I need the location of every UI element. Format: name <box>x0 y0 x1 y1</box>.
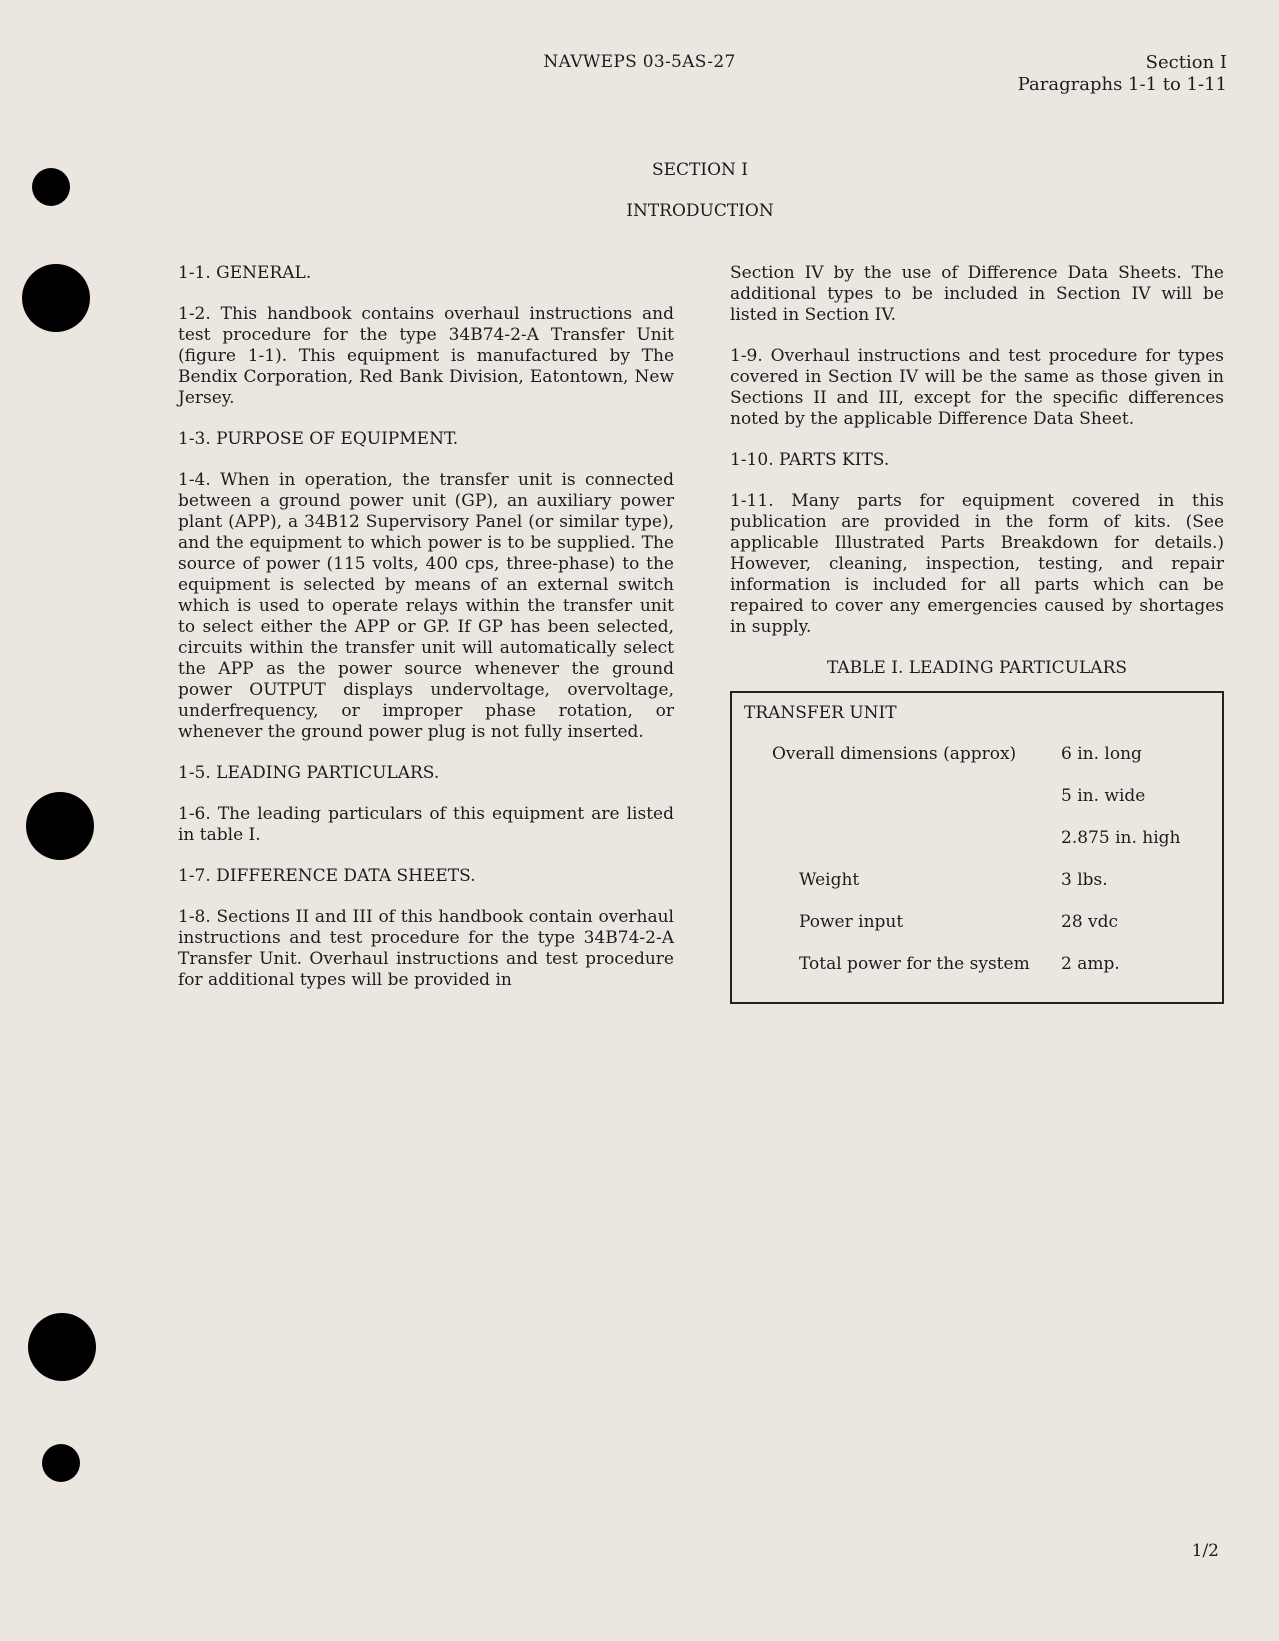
paragraph: 1-4. When in operation, the transfer unit is connected between a ground power unit (GP), an auxiliary power plant (APP), a 34B12 Supervisory Panel (or similar type), and the equipment to which power is to be supplied. The source of power (115 volts, 400 cps, three-phase) to the equipment is selected by means of an external switch which is used to operate relays within the transfer unit to select either the APP or GP. If GP has been selected, circuits within the transfer unit will automatically select the APP as the power source whenever the ground power OUTPUT displays undervoltage, overvoltage, underfrequency, or improper phase rotation, or whenever the ground power plug is not fully inserted. <box>178 470 674 742</box>
para-heading: 1-1. GENERAL. <box>178 263 312 283</box>
table-row <box>744 954 1210 996</box>
row-value: 5 in. wide <box>1061 786 1146 806</box>
table-row <box>744 744 1210 786</box>
row-label: Overall dimensions (approx) <box>772 744 1017 764</box>
paragraph: 1-9. Overhaul instructions and test procedure for types covered in Section IV will be the same as those given in Sections II and III, except for the specific differences noted by the applicable Difference Data Sheet. <box>730 346 1224 429</box>
binder-hole <box>22 264 90 332</box>
table-row <box>744 912 1210 954</box>
left-column <box>178 263 674 1011</box>
para-heading: 1-5. LEADING PARTICULARS. <box>178 763 440 783</box>
paragraph: 1-8. Sections II and III of this handbook contain overhaul instructions and test procedure for the type 34B74-2-A Transfer Unit. Overhaul instructions and test procedure for additional types will be provided in <box>178 907 674 990</box>
header-paragraphs: Paragraphs 1-1 to 1-11 <box>1017 74 1227 95</box>
table-row <box>744 870 1210 912</box>
table-row <box>744 828 1210 870</box>
row-label: Total power for the system <box>799 954 1030 974</box>
leading-particulars-table <box>730 691 1224 1004</box>
header-section-info <box>1018 52 1227 96</box>
section-name: INTRODUCTION <box>626 201 774 221</box>
row-value: 3 lbs. <box>1061 870 1108 890</box>
row-value: 28 vdc <box>1061 912 1119 932</box>
doc-number: NAVWEPS 03-5AS-27 <box>543 52 736 72</box>
binder-hole <box>42 1444 80 1482</box>
paragraph: 1-11. Many parts for equipment covered in this publication are provided in the form of kits. (See applicable Illustrated Parts Breakdown for details.) However, cleaning, inspection, testing, and repair information is included for all parts which can be repaired to cover any emergencies caused by shortages in supply. <box>730 491 1224 637</box>
binder-hole <box>26 792 94 860</box>
paragraph: Section IV by the use of Difference Data Sheets. The additional types to be included in Section IV will be listed in Section IV. <box>730 263 1224 325</box>
row-value: 6 in. long <box>1061 744 1142 764</box>
para-heading: 1-7. DIFFERENCE DATA SHEETS. <box>178 866 476 886</box>
paragraph: 1-2. This handbook contains overhaul instructions and test procedure for the type 34B74-2-A Transfer Unit (figure 1-1). This equipment is manufactured by The Bendix Corporation, Red Bank Division, Eatontown, New Jersey. <box>178 304 674 408</box>
row-value: 2.875 in. high <box>1061 828 1181 848</box>
para-heading: 1-3. PURPOSE OF EQUIPMENT. <box>178 429 459 449</box>
paragraph: 1-6. The leading particulars of this equipment are listed in table I. <box>178 804 674 845</box>
table-unit-name: TRANSFER UNIT <box>744 703 897 723</box>
para-heading: 1-10. PARTS KITS. <box>730 450 890 470</box>
table-title: TABLE I. LEADING PARTICULARS <box>826 658 1128 678</box>
right-column <box>730 263 1224 1004</box>
row-value: 2 amp. <box>1061 954 1120 974</box>
table-row <box>744 786 1210 828</box>
section-number: SECTION I <box>651 160 749 180</box>
row-label: Weight <box>799 870 860 890</box>
page-number: 1/2 <box>1191 1541 1219 1561</box>
binder-hole <box>28 1313 96 1381</box>
row-label: Power input <box>799 912 904 932</box>
header-section: Section I <box>1145 52 1227 73</box>
